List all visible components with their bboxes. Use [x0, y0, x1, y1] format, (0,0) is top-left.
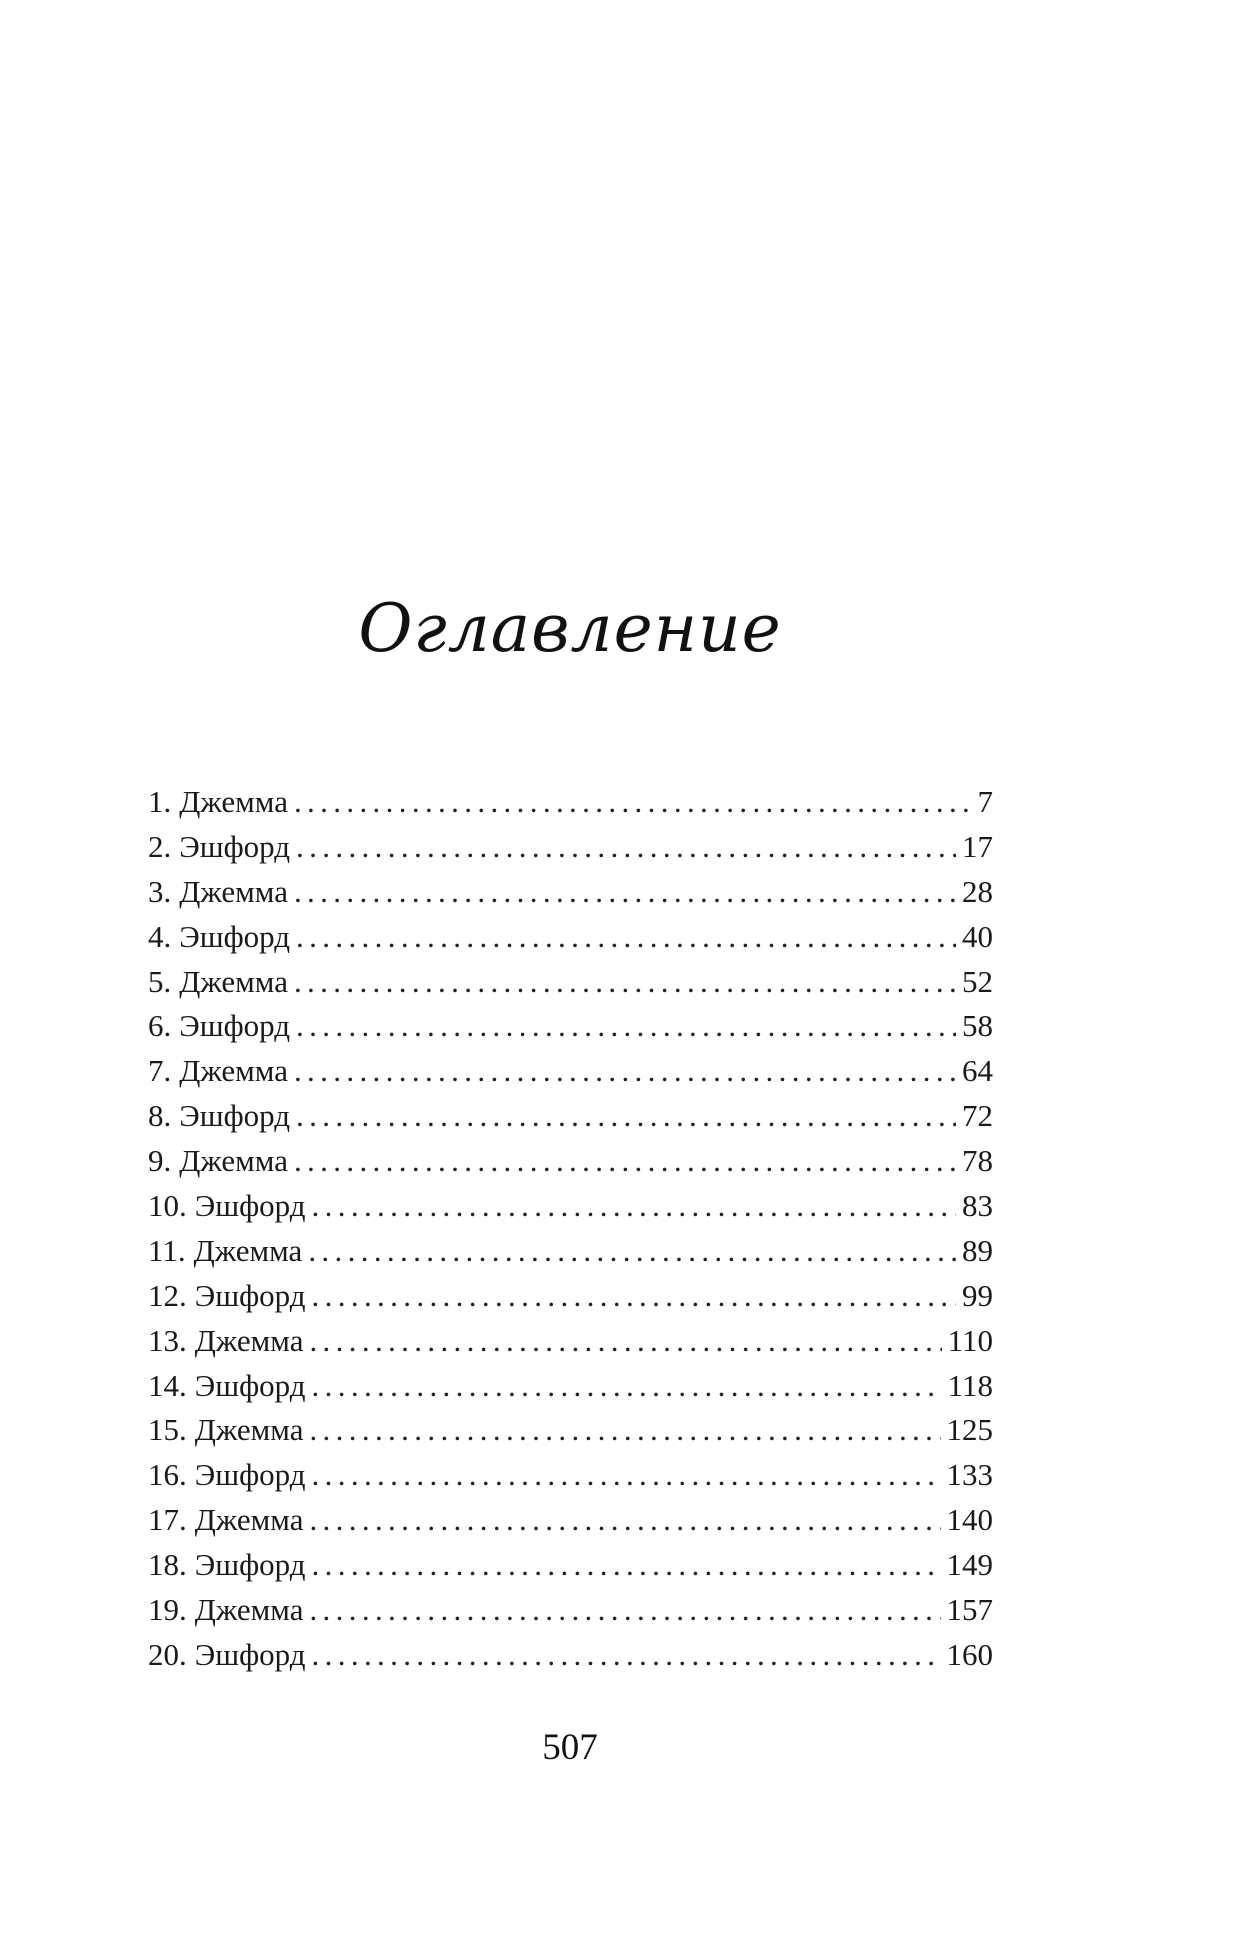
toc-entry-page: 64 [962, 1053, 993, 1089]
toc-entry [148, 1588, 993, 1633]
toc-entry [148, 1633, 993, 1678]
toc-entry-number: 19. [148, 1592, 187, 1628]
toc-entry-number: 4. [148, 918, 172, 954]
dot-leader [294, 780, 972, 825]
toc-entry [148, 1498, 993, 1543]
toc-entry-page: 118 [947, 1367, 993, 1403]
toc-entry-title: Эшфорд [194, 1367, 306, 1403]
toc-entry-number: 1. [148, 784, 172, 819]
dot-leader [312, 1274, 956, 1319]
toc-entry [148, 915, 993, 960]
toc-entry-page: 133 [946, 1457, 993, 1493]
toc-entry-title: Эшфорд [194, 1636, 306, 1672]
dot-leader [312, 1543, 941, 1588]
toc-entry [148, 780, 993, 825]
dot-leader [294, 960, 956, 1005]
dot-leader [294, 870, 956, 915]
toc-entry-title: Джемма [179, 963, 288, 999]
toc-entry-title: Эшфорд [179, 1008, 291, 1044]
toc-entry [148, 1364, 993, 1409]
toc-entry-title: Эшфорд [194, 1188, 306, 1224]
toc-entry-page: 140 [946, 1502, 993, 1538]
toc-entry-title: Эшфорд [179, 918, 291, 954]
toc-entry-page: 83 [962, 1188, 993, 1224]
toc-entry [148, 1184, 993, 1229]
toc-entry-title: Джемма [194, 1502, 304, 1538]
toc-entry-page: 149 [946, 1547, 993, 1583]
toc-entry-page: 40 [962, 918, 993, 954]
toc-entry-page: 160 [946, 1636, 993, 1672]
toc-entry-number: 16. [148, 1457, 187, 1493]
toc-entry-number: 8. [148, 1098, 172, 1134]
toc-entry-title: Джемма [179, 784, 288, 819]
toc-entry-number: 5. [148, 963, 172, 999]
dot-leader [294, 1049, 956, 1094]
toc-entry-number: 15. [148, 1412, 187, 1448]
toc-entry-page: 52 [962, 963, 993, 999]
toc-entry [148, 1139, 993, 1184]
toc-entry [148, 1543, 993, 1588]
dot-leader [309, 1588, 940, 1633]
dot-leader [296, 1094, 956, 1139]
toc-entry [148, 825, 993, 870]
toc-entry-page: 17 [962, 828, 993, 864]
toc-entry-number: 17. [148, 1502, 187, 1538]
dot-leader [308, 1229, 956, 1274]
page-title: Оглавление [358, 590, 782, 667]
toc-entry-number: 18. [148, 1547, 187, 1583]
dot-leader [294, 1139, 956, 1184]
toc-entry [148, 1229, 993, 1274]
toc-entry [148, 1274, 993, 1319]
toc-entry-number: 12. [148, 1277, 187, 1313]
toc-entry-title: Эшфорд [194, 1547, 306, 1583]
toc-entry-title: Джемма [194, 1412, 304, 1448]
dot-leader [312, 1453, 941, 1498]
toc-entry [148, 1094, 993, 1139]
toc-entry-page: 7 [977, 784, 993, 819]
toc-entry-number: 10. [148, 1188, 187, 1224]
toc-entry-title: Джемма [179, 873, 288, 909]
toc-entry-page: 58 [962, 1008, 993, 1044]
toc-entry-page: 78 [962, 1143, 993, 1179]
toc-entry-title: Эшфорд [194, 1277, 306, 1313]
toc-entry-page: 125 [946, 1412, 993, 1448]
toc-entry-page: 72 [962, 1098, 993, 1134]
toc-entry-title: Джемма [194, 1592, 304, 1628]
dot-leader [312, 1633, 941, 1678]
toc-entry-title: Джемма [194, 1322, 304, 1358]
toc-entry [148, 1049, 993, 1094]
toc-entry-number: 11. [148, 1232, 186, 1268]
dot-leader [309, 1498, 940, 1543]
toc-entry-title: Эшфорд [179, 1098, 291, 1134]
dot-leader [309, 1408, 940, 1453]
dot-leader [312, 1184, 956, 1229]
toc-entry-title: Джемма [179, 1053, 288, 1089]
toc-entry-title: Эшфорд [179, 828, 291, 864]
toc-entry-number: 3. [148, 873, 172, 909]
table-of-contents [148, 780, 993, 1678]
dot-leader [312, 1364, 942, 1409]
toc-entry-title: Эшфорд [194, 1457, 306, 1493]
dot-leader [296, 1004, 956, 1049]
toc-entry-number: 14. [148, 1367, 187, 1403]
toc-entry [148, 960, 993, 1005]
toc-entry-page: 157 [946, 1592, 993, 1628]
toc-entry-number: 6. [148, 1008, 172, 1044]
toc-entry-page: 89 [962, 1232, 993, 1268]
toc-entry [148, 1004, 993, 1049]
toc-entry [148, 1408, 993, 1453]
toc-entry-number: 20. [148, 1636, 187, 1672]
toc-entry [148, 870, 993, 915]
toc-entry-title: Джемма [193, 1232, 303, 1268]
toc-entry-number: 13. [148, 1322, 187, 1358]
toc-entry-page: 28 [962, 873, 993, 909]
dot-leader [296, 825, 956, 870]
dot-leader [309, 1319, 941, 1364]
page-number: 507 [542, 1727, 598, 1768]
toc-entry-page: 99 [962, 1277, 993, 1313]
toc-entry-number: 2. [148, 828, 172, 864]
dot-leader [296, 915, 956, 960]
toc-entry [148, 1453, 993, 1498]
toc-entry-page: 110 [947, 1322, 993, 1358]
toc-entry-number: 9. [148, 1143, 172, 1179]
toc-entry-title: Джемма [179, 1143, 288, 1179]
toc-entry [148, 1319, 993, 1364]
toc-entry-number: 7. [148, 1053, 172, 1089]
